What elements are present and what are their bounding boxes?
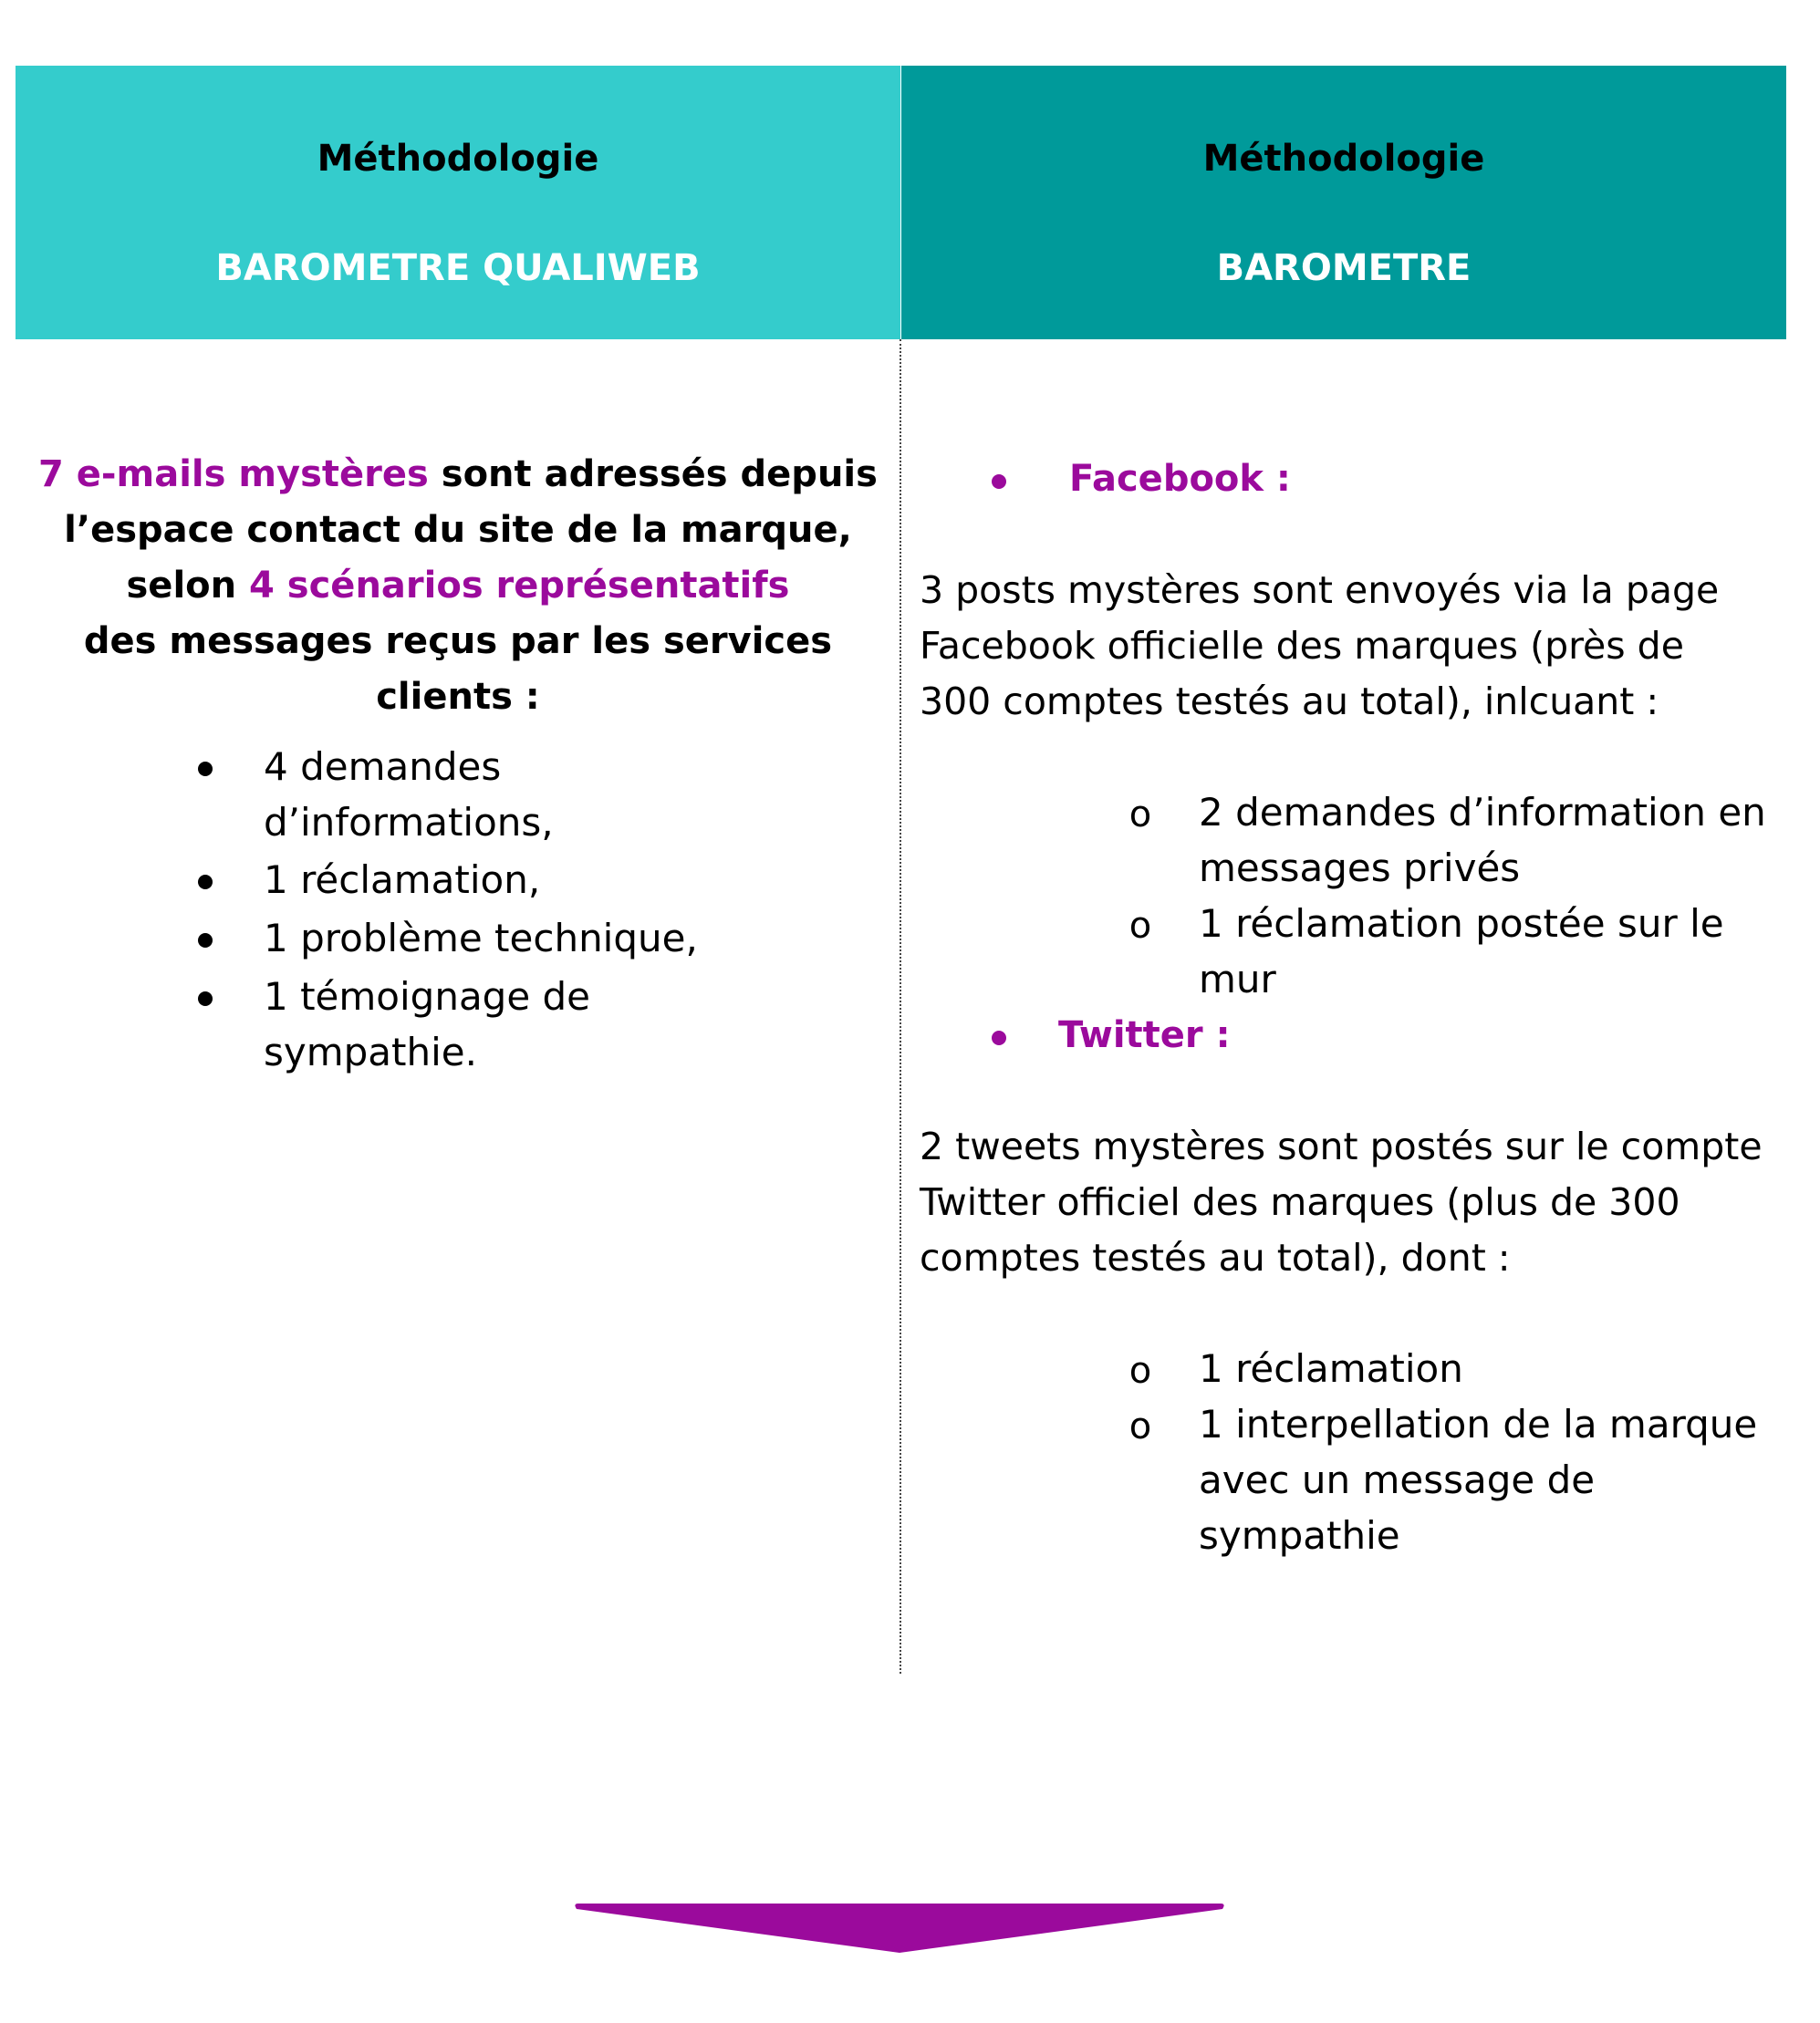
intro-accent-scenarios: 4 scénarios représentatifs: [249, 565, 790, 607]
twitter-item-1-line-1: 1 réclamation: [1199, 1346, 1463, 1391]
bullet-icon: [198, 991, 213, 1006]
intro-line-1: [16, 447, 900, 503]
down-arrow-icon: [573, 1902, 1226, 1956]
bullet-icon: [198, 933, 213, 948]
twitter-item-2-line-3: sympathie: [1199, 1513, 1400, 1558]
left-item-3-line-1: 1 problème technique,: [264, 916, 698, 960]
twitter-description: [920, 1119, 1777, 1286]
left-intro: [16, 447, 900, 725]
left-header-title: Méthodologie: [317, 138, 599, 180]
left-item-2-line-1: 1 réclamation,: [264, 857, 541, 902]
left-item-1-line-1: 4 demandes: [264, 744, 502, 789]
circle-bullet-icon: o: [1128, 1350, 1152, 1392]
intro-line-4: des messages reçus par les services clients :: [83, 620, 833, 718]
intro-line-3-prefix: selon: [126, 565, 250, 607]
right-header-subtitle-line1: BAROMETRE: [1216, 247, 1472, 289]
left-item-4-line-1: 1 témoignage de: [264, 974, 591, 1019]
intro-line-3: [16, 558, 900, 614]
facebook-item-2-line-1: 1 réclamation postée sur le: [1199, 901, 1724, 946]
circle-bullet-icon: o: [1128, 905, 1152, 947]
left-item-1-line-2: d’informations,: [264, 800, 554, 845]
twitter-description-line-2: Twitter officiel des marques (plus de 300: [920, 1180, 1680, 1224]
intro-line-1-rest: sont adressés depuis: [428, 453, 878, 495]
facebook-heading: Facebook :: [1069, 458, 1291, 500]
intro-accent-emails: 7 e-mails mystères: [38, 453, 429, 495]
twitter-item-2-line-1: 1 interpellation de la marque: [1199, 1402, 1758, 1447]
right-header-title: Méthodologie: [1202, 138, 1485, 180]
twitter-item-2-line-2: avec un message de: [1199, 1458, 1596, 1502]
facebook-description-line-2: Facebook officielle des marques (près de: [920, 624, 1684, 668]
right-header-subtitle-line2: QUALIWEB SOCIAL MEDIA: [1080, 357, 1607, 399]
facebook-description: [920, 563, 1777, 730]
bullet-icon: [198, 762, 213, 776]
twitter-heading: Twitter :: [1058, 1014, 1231, 1056]
twitter-description-line-3: comptes testés au total), dont :: [920, 1236, 1511, 1280]
facebook-item-1-line-1: 2 demandes d’information en: [1199, 790, 1766, 835]
intro-line-2: l’espace contact du site de la marque,: [64, 509, 852, 551]
left-item-4-line-2: sympathie.: [264, 1030, 477, 1074]
circle-bullet-icon: o: [1128, 1406, 1152, 1447]
facebook-description-line-1: 3 posts mystères sont envoyés via la page: [920, 568, 1720, 612]
left-header: [16, 66, 900, 339]
twitter-description-line-1: 2 tweets mystères sont postés sur le compte: [920, 1125, 1763, 1168]
right-header: [901, 66, 1786, 399]
left-header-subtitle: BAROMETRE QUALIWEB: [215, 247, 701, 289]
circle-bullet-icon: o: [1128, 794, 1152, 835]
bullet-icon: [198, 875, 213, 889]
facebook-item-1-line-2: messages privés: [1199, 846, 1521, 890]
facebook-bullet-icon: [992, 474, 1006, 489]
twitter-bullet-icon: [992, 1031, 1006, 1045]
facebook-description-line-3: 300 comptes testés au total), inlcuant :: [920, 680, 1659, 723]
facebook-item-2-line-2: mur: [1199, 957, 1276, 1001]
